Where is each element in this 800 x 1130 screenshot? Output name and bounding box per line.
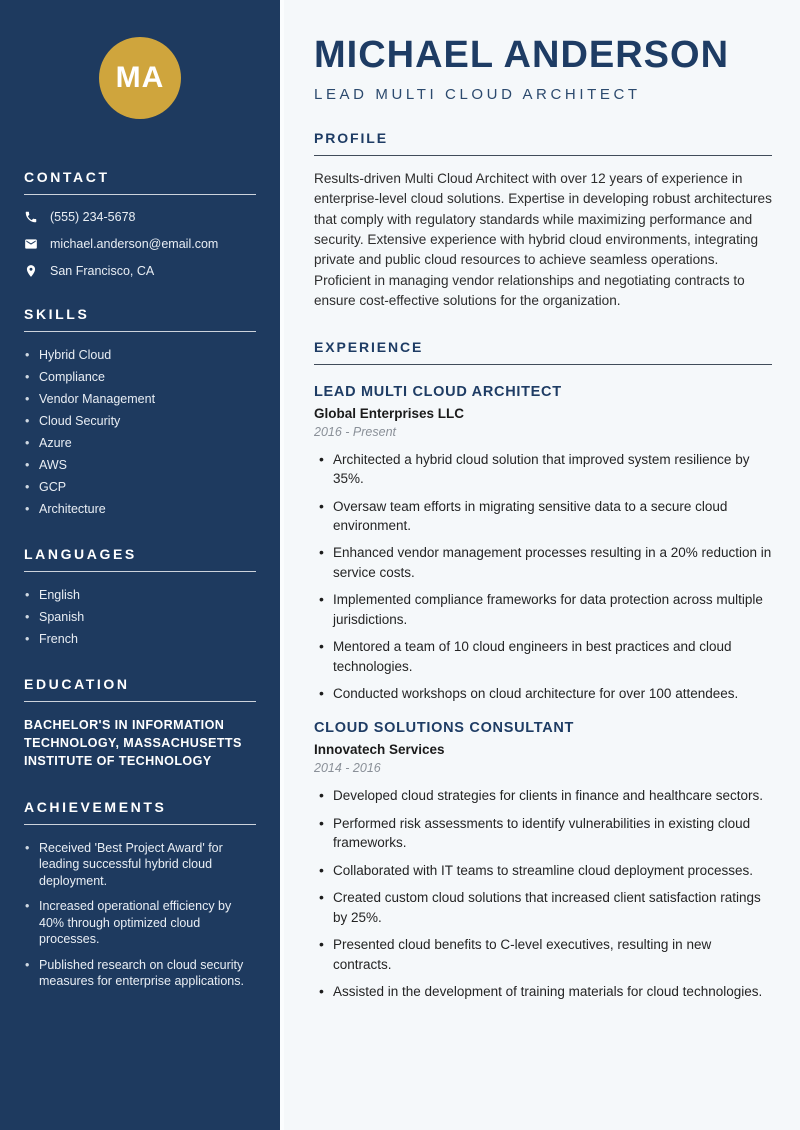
job-bullet: • Implemented compliance frameworks for data protection across multiple jurisdictions. xyxy=(314,590,772,629)
skills-heading: SKILLS xyxy=(24,306,90,322)
contact-email xyxy=(24,237,256,251)
job-title: CLOUD SOLUTIONS CONSULTANT xyxy=(314,720,575,737)
education-section xyxy=(24,676,256,771)
languages-heading: LANGUAGES xyxy=(24,546,137,562)
divider xyxy=(24,701,256,702)
profile-heading: PROFILE xyxy=(314,130,772,156)
location-icon xyxy=(24,264,38,278)
job-bullet: • Mentored a team of 10 cloud engineers in best practices and cloud technologies. xyxy=(314,637,772,676)
skill-item: • Architecture xyxy=(24,501,256,518)
email-icon xyxy=(24,237,38,251)
contact-phone xyxy=(24,210,256,224)
contact-section xyxy=(24,169,256,278)
skill-item: • Cloud Security xyxy=(24,413,256,430)
languages-section xyxy=(24,546,256,648)
avatar: MA xyxy=(99,37,181,119)
education-degree: BACHELOR'S IN INFORMATION TECHNOLOGY, MASSACHUSETTS INSTITUTE OF TECHNOLOGY xyxy=(24,718,242,768)
sidebar xyxy=(0,0,280,1130)
job-bullet: • Collaborated with IT teams to streamline cloud deployment processes. xyxy=(314,861,772,880)
contact-phone-text: (555) 234-5678 xyxy=(50,210,136,224)
languages-list xyxy=(24,587,256,648)
contact-heading: CONTACT xyxy=(24,169,110,185)
job-company: Global Enterprises LLC xyxy=(314,405,465,421)
experience-heading: EXPERIENCE xyxy=(314,339,772,365)
achievements-list xyxy=(24,840,256,990)
contact-email-text: michael.anderson@email.com xyxy=(50,237,219,251)
main-content xyxy=(280,0,800,1130)
skill-item: • AWS xyxy=(24,457,256,474)
phone-icon xyxy=(24,210,38,224)
job-company: Innovatech Services xyxy=(314,742,445,758)
divider xyxy=(24,331,256,332)
job-bullet: • Enhanced vendor management processes resulting in a 20% reduction in service costs. xyxy=(314,543,772,582)
job-bullet: • Conducted workshops on cloud architecture for over 100 attendees. xyxy=(314,684,772,703)
achievements-section xyxy=(24,799,256,990)
achievements-heading: ACHIEVEMENTS xyxy=(24,798,167,815)
language-item: • French xyxy=(24,631,256,648)
job-bullet-list xyxy=(314,786,772,1001)
job-bullet: • Oversaw team efforts in migrating sensitive data to a secure cloud environment. xyxy=(314,497,772,536)
achievement-item: • Received 'Best Project Award' for leading successful hybrid cloud deployment. xyxy=(24,840,256,890)
person-name: MICHAEL ANDERSON xyxy=(314,34,730,76)
job-bullet: • Created custom cloud solutions that increased client satisfaction ratings by 25%. xyxy=(314,888,772,927)
job-bullet-list xyxy=(314,450,772,704)
job-bullet: • Developed cloud strategies for clients in finance and healthcare sectors. xyxy=(314,786,772,805)
divider xyxy=(24,571,256,572)
skill-item: • Hybrid Cloud xyxy=(24,347,256,364)
contact-location-text: San Francisco, CA xyxy=(50,264,155,278)
skills-list xyxy=(24,347,256,518)
language-item: • Spanish xyxy=(24,609,256,626)
job-entry xyxy=(314,384,772,704)
job-bullet: • Performed risk assessments to identify vulnerabilities in existing cloud frameworks. xyxy=(314,814,772,853)
education-heading: EDUCATION xyxy=(24,676,130,692)
job-bullet: • Architected a hybrid cloud solution that improved system resilience by 35%. xyxy=(314,450,772,489)
job-dates: 2016 - Present xyxy=(314,424,396,439)
profile-text: Results-driven Multi Cloud Architect with over 12 years of experience in enterprise-level cloud solutions. Expertise in developing robust architectures that comply with regulatory standards while maximizing performance and security. Extensive experience with hybrid cloud environments, integrating private and public cloud resources to achieve seamless operations. Proficient in managing vendor relationships and negotiating contracts to ensure cost-effective solutions for the organization. xyxy=(314,170,772,309)
skill-item: • Vendor Management xyxy=(24,391,256,408)
person-job-title: LEAD MULTI CLOUD ARCHITECT xyxy=(314,85,641,103)
job-bullet: • Presented cloud benefits to C-level executives, resulting in new contracts. xyxy=(314,935,772,974)
job-bullet: • Assisted in the development of training materials for cloud technologies. xyxy=(314,982,772,1001)
achievement-item: • Increased operational efficiency by 40% through optimized cloud processes. xyxy=(24,898,256,948)
achievement-item: • Published research on cloud security measures for enterprise applications. xyxy=(24,957,256,990)
job-title: LEAD MULTI CLOUD ARCHITECT xyxy=(314,383,562,400)
contact-location xyxy=(24,264,256,278)
job-entry xyxy=(314,720,772,1001)
job-dates: 2014 - 2016 xyxy=(314,761,381,776)
divider xyxy=(24,824,256,825)
skill-item: • Azure xyxy=(24,435,256,452)
language-item: • English xyxy=(24,587,256,604)
divider xyxy=(24,194,256,195)
skill-item: • GCP xyxy=(24,479,256,496)
skill-item: • Compliance xyxy=(24,369,256,386)
skills-section xyxy=(24,306,256,518)
